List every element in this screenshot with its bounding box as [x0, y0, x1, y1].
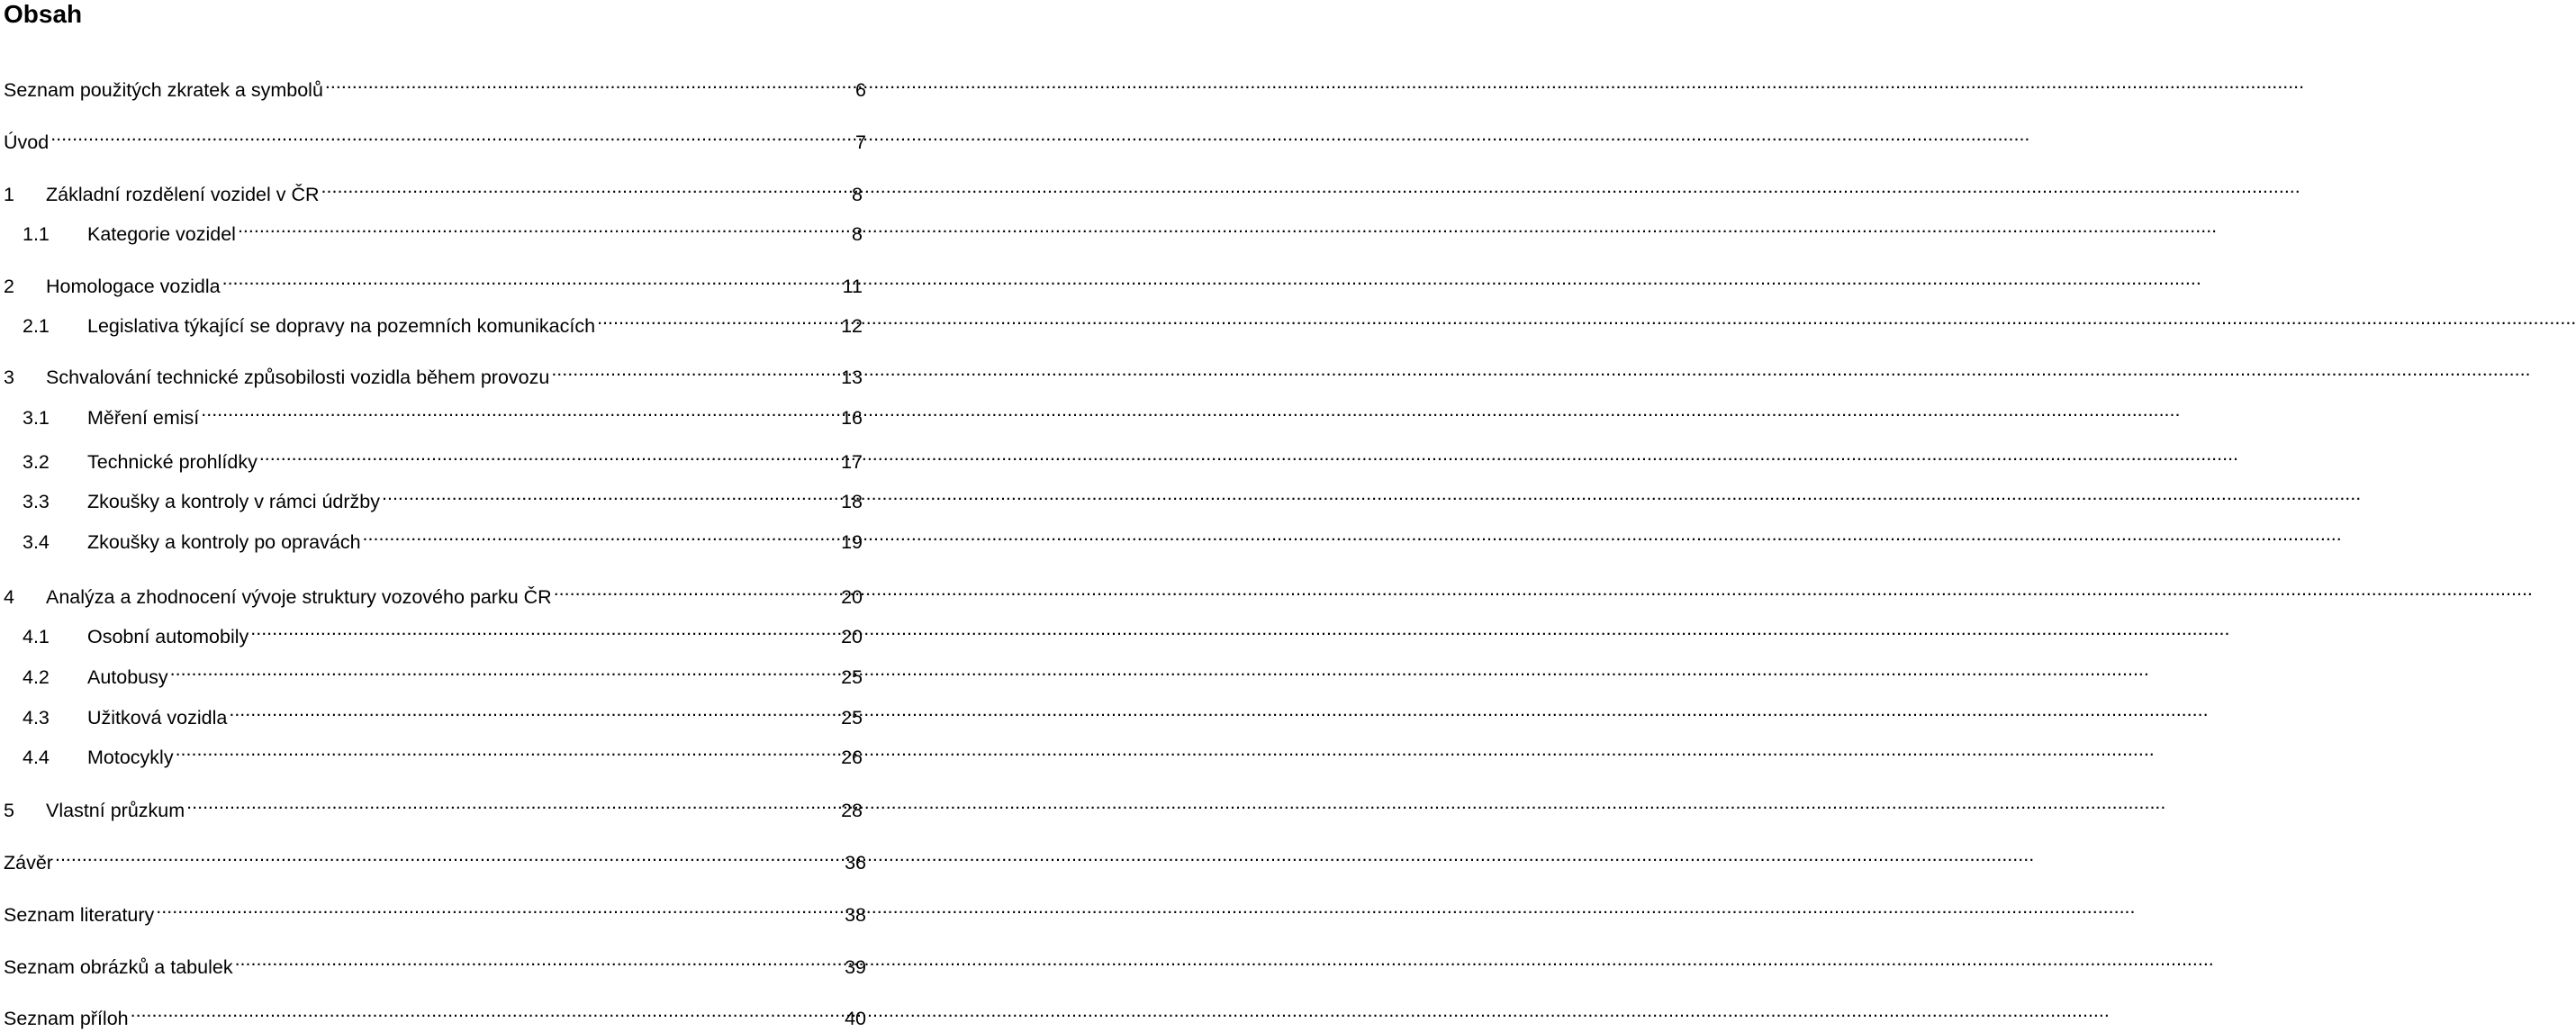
toc-entry-page: 36 — [845, 852, 866, 874]
toc-dot-leader — [201, 397, 839, 424]
toc-entry-label: Seznam obrázků a tabulek — [4, 956, 233, 978]
toc-entry-page: 25 — [841, 707, 863, 729]
toc-entry-label: Motocykly — [87, 747, 174, 768]
toc-entry[interactable] — [0, 266, 865, 297]
toc-dot-leader — [222, 266, 841, 293]
toc-entry-number: 3.1 — [23, 407, 50, 429]
toc-entry-page: 20 — [841, 586, 863, 608]
toc-entry-label: Analýza a zhodnocení vývoje struktury vozového parku ČR — [46, 586, 552, 608]
toc-entry-number: 2.1 — [23, 315, 50, 337]
toc-dot-leader — [176, 737, 840, 764]
toc-dot-leader — [551, 357, 839, 384]
toc-entry[interactable] — [0, 842, 869, 874]
toc-dot-leader — [259, 441, 839, 468]
toc-entry[interactable] — [0, 174, 865, 205]
toc-entry-page: 40 — [845, 1008, 866, 1029]
toc-entry-page: 28 — [841, 800, 863, 821]
toc-entry-page: 39 — [845, 956, 866, 978]
toc-subentry[interactable] — [0, 441, 865, 473]
toc-entry-label: Zkoušky a kontroly v rámci údržby — [87, 491, 380, 512]
toc-dot-leader — [250, 616, 839, 643]
toc-entry-label: Úvod — [4, 131, 50, 153]
toc-subentry[interactable] — [0, 521, 865, 553]
toc-entry-label: Osobní automobily — [87, 626, 249, 647]
toc-entry-number: 3.2 — [23, 451, 50, 473]
toc-entry[interactable] — [0, 69, 869, 101]
toc-entry-page: 13 — [841, 367, 863, 388]
toc-entry-label: Vlastní průzkum — [46, 800, 185, 821]
toc-entry[interactable] — [0, 576, 865, 608]
toc-entry[interactable] — [0, 122, 869, 153]
toc-entry-label: Technické prohlídky — [87, 451, 258, 473]
toc-entry-label: Autobusy — [87, 666, 168, 688]
toc-entry-page: 18 — [841, 491, 863, 512]
toc-dot-leader — [186, 790, 839, 817]
toc-entry-number: 1.1 — [23, 223, 50, 245]
toc-entry-label: Seznam literatury — [4, 904, 155, 926]
toc-entry-number: 4 — [4, 586, 14, 608]
toc-subentry[interactable] — [0, 737, 865, 768]
toc-entry-page: 20 — [841, 626, 863, 647]
toc-subentry[interactable] — [0, 697, 865, 729]
toc-dot-leader — [131, 998, 843, 1025]
toc-entry-label: Užitková vozidla — [87, 707, 228, 729]
toc-dot-leader — [170, 656, 839, 683]
page-title: Obsah — [4, 0, 83, 28]
toc-subentry[interactable] — [0, 616, 865, 647]
toc-entry-page: 12 — [841, 315, 863, 337]
toc-entry-page: 38 — [845, 904, 866, 926]
toc-dot-leader — [597, 305, 839, 332]
toc-entry[interactable] — [0, 998, 869, 1029]
toc-dot-leader — [235, 946, 844, 973]
toc-dot-leader — [382, 481, 839, 508]
toc-entry[interactable] — [0, 357, 865, 388]
toc-dot-leader — [325, 69, 854, 96]
toc-entry-page: 19 — [841, 531, 863, 553]
toc-entry-label: Základní rozdělení vozidel v ČR — [46, 184, 320, 205]
toc-entry-number: 4.3 — [23, 707, 50, 729]
toc-entry-page: 16 — [841, 407, 863, 429]
toc-entry-label: Seznam použitých zkratek a symbolů — [4, 79, 323, 101]
toc-dot-leader — [156, 894, 843, 921]
toc-entry-number: 2 — [4, 276, 14, 297]
toc-entry-label: Homologace vozidla — [46, 276, 221, 297]
toc-entry-label: Kategorie vozidel — [87, 223, 236, 245]
toc-entry-label: Legislativa týkající se dopravy na pozemních komunikacích — [87, 315, 596, 337]
toc-entry[interactable] — [0, 790, 865, 821]
toc-entry[interactable] — [0, 946, 869, 978]
toc-subentry[interactable] — [0, 656, 865, 688]
toc-dot-leader — [321, 174, 851, 201]
toc-dot-leader — [50, 122, 854, 149]
toc-entry-label: Schvalování technické způsobilosti vozidla během provozu — [46, 367, 550, 388]
toc-entry-label: Závěr — [4, 852, 53, 874]
toc-dot-leader — [554, 576, 839, 603]
toc-entry-number: 3.3 — [23, 491, 50, 512]
toc-subentry[interactable] — [0, 481, 865, 512]
toc-subentry[interactable] — [0, 397, 865, 429]
toc-entry-page: 8 — [852, 184, 863, 205]
toc-entry-page: 6 — [855, 79, 866, 101]
toc-entry-number: 3.4 — [23, 531, 50, 553]
toc-dot-leader — [363, 521, 840, 548]
toc-entry-label: Zkoušky a kontroly po opravách — [87, 531, 361, 553]
toc-entry-page: 25 — [841, 666, 863, 688]
toc-entry-number: 1 — [4, 184, 14, 205]
toc-entry-number: 4.4 — [23, 747, 50, 768]
toc-entry-label: Seznam příloh — [4, 1008, 129, 1029]
toc-entry-page: 7 — [855, 131, 866, 153]
toc-subentry[interactable] — [0, 213, 865, 245]
toc-dot-leader — [238, 213, 850, 240]
toc-entry-page: 8 — [852, 223, 863, 245]
toc-entry-page: 11 — [842, 276, 863, 297]
toc-entry-label: Měření emisí — [87, 407, 200, 429]
toc-entry-number: 4.1 — [23, 626, 50, 647]
toc-entry-number: 3 — [4, 367, 14, 388]
toc-entry-page: 26 — [841, 747, 863, 768]
toc-entry-number: 4.2 — [23, 666, 50, 688]
toc-entry-page: 17 — [841, 451, 863, 473]
toc-entry-number: 5 — [4, 800, 14, 821]
toc-dot-leader — [55, 842, 843, 869]
toc-dot-leader — [229, 697, 839, 724]
toc-entry[interactable] — [0, 894, 869, 926]
toc-subentry[interactable] — [0, 305, 865, 337]
